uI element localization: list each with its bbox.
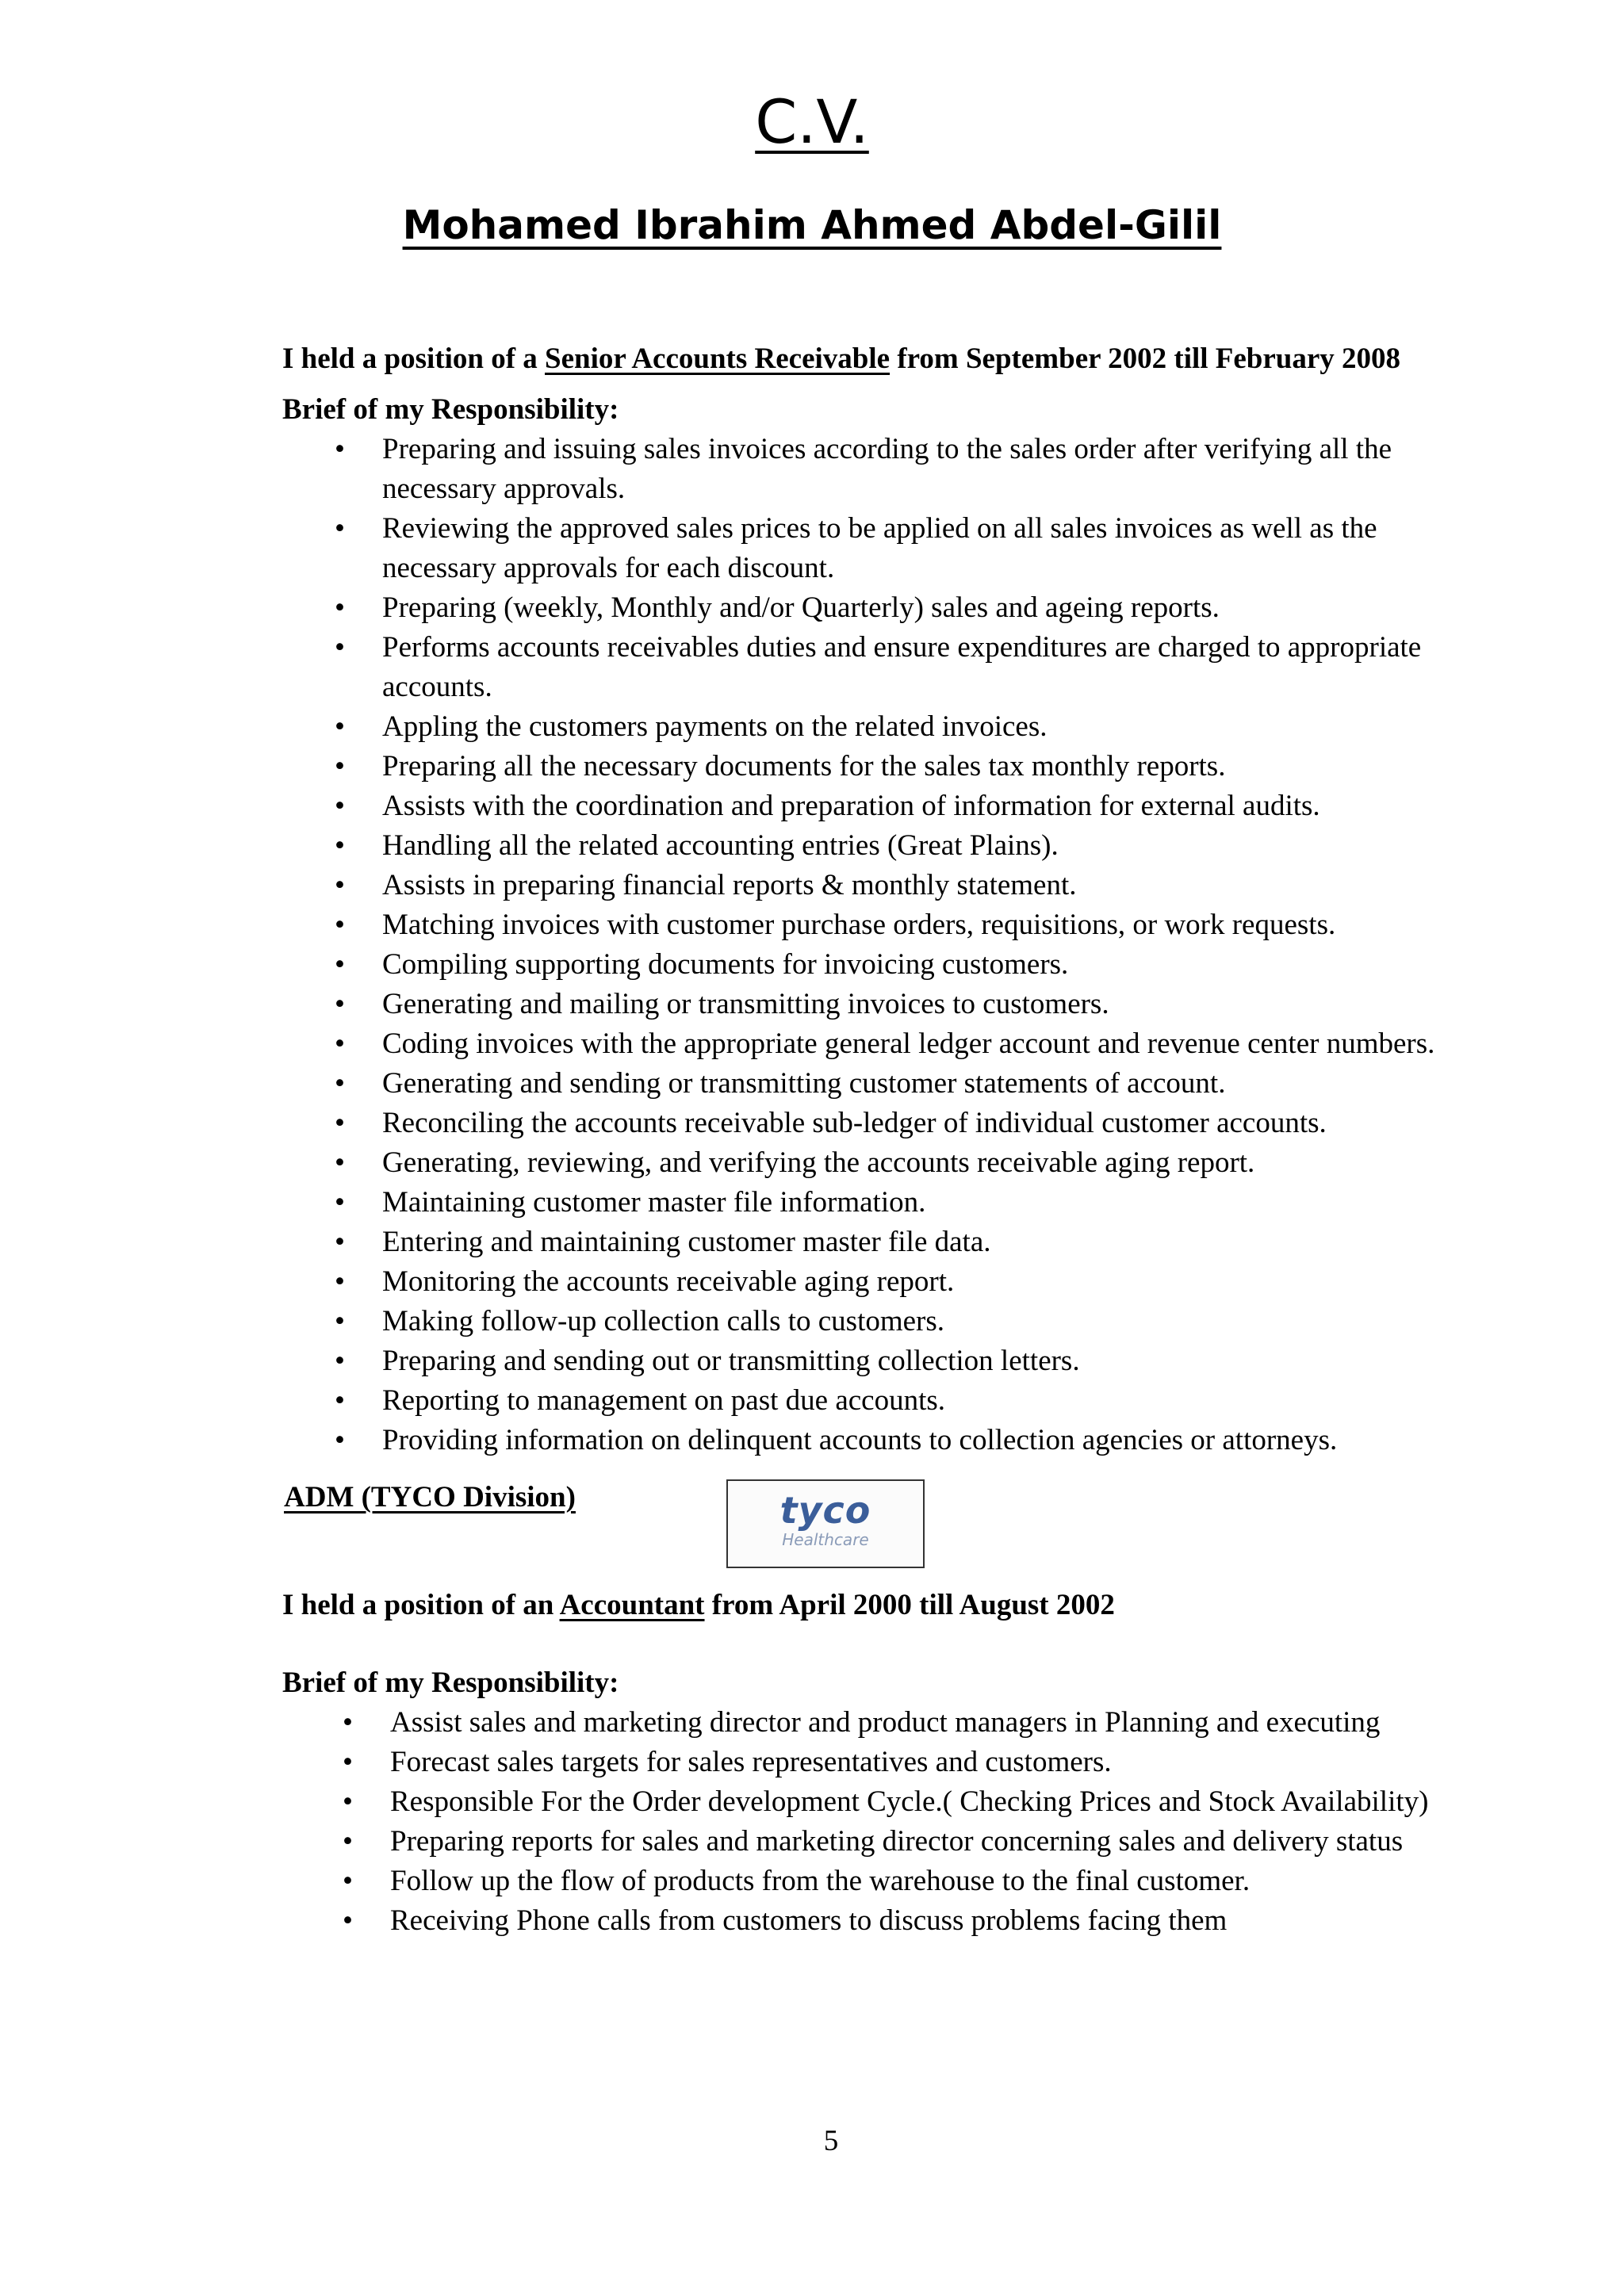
job1-position-statement bbox=[282, 339, 1492, 379]
bullet-icon: • bbox=[343, 1904, 353, 1937]
bullet-icon: • bbox=[335, 750, 345, 783]
list-item bbox=[282, 1782, 1492, 1822]
list-item-text: Preparing and issuing sales invoices according to the sales order after verifying all the necessary approvals. bbox=[382, 433, 1392, 505]
list-item bbox=[282, 1703, 1492, 1743]
page-number: 5 bbox=[823, 2125, 839, 2157]
list-item-text: Preparing (weekly, Monthly and/or Quarterly) sales and ageing reports. bbox=[382, 591, 1220, 624]
bullet-icon: • bbox=[335, 631, 345, 664]
list-item bbox=[282, 985, 1492, 1024]
list-item bbox=[282, 1381, 1492, 1421]
list-item-text: Assists with the coordination and preparation of information for external audits. bbox=[382, 790, 1320, 822]
list-item-text: Compiling supporting documents for invoicing customers. bbox=[382, 948, 1069, 981]
list-item-text: Appling the customers payments on the related invoices. bbox=[382, 710, 1048, 743]
job1-prefix: I held a position of a bbox=[282, 342, 546, 375]
list-item-text: Coding invoices with the appropriate general ledger account and revenue center numbers. bbox=[382, 1027, 1435, 1060]
bullet-icon: • bbox=[335, 1265, 345, 1298]
job1-position-title: Senior Accounts Receivable bbox=[545, 342, 891, 375]
list-item-text: Reviewing the approved sales prices to be applied on all sales invoices as well as the necessary approvals for each discount. bbox=[382, 512, 1377, 584]
bullet-icon: • bbox=[335, 1067, 345, 1100]
bullet-icon: • bbox=[335, 869, 345, 901]
bullet-icon: • bbox=[335, 433, 345, 465]
list-item bbox=[282, 1143, 1492, 1183]
bullet-icon: • bbox=[335, 1424, 345, 1456]
list-item bbox=[282, 1024, 1492, 1064]
bullet-icon: • bbox=[343, 1865, 353, 1897]
list-item bbox=[282, 509, 1492, 588]
list-item-text: Handling all the related accounting entries (Great Plains). bbox=[382, 829, 1059, 862]
list-item-text: Assist sales and marketing director and product managers in Planning and executing bbox=[390, 1706, 1381, 1739]
bullet-icon: • bbox=[343, 1706, 353, 1739]
logo-subtitle: Healthcare bbox=[782, 1530, 869, 1549]
list-item bbox=[282, 588, 1492, 628]
job2-suffix: from April 2000 till August 2002 bbox=[704, 1589, 1115, 1621]
list-item-text: Preparing all the necessary documents for the sales tax monthly reports. bbox=[382, 750, 1226, 783]
bullet-icon: • bbox=[343, 1825, 353, 1858]
job2-responsibility-list bbox=[282, 1703, 1492, 1941]
bullet-icon: • bbox=[335, 790, 345, 822]
list-item-text: Maintaining customer master file information. bbox=[382, 1186, 926, 1219]
bullet-icon: • bbox=[335, 1107, 345, 1139]
bullet-icon: • bbox=[343, 1785, 353, 1818]
candidate-name-text: Mohamed Ibrahim Ahmed Abdel-Gilil bbox=[402, 202, 1222, 248]
bullet-icon: • bbox=[343, 1746, 353, 1778]
list-item-text: Preparing and sending out or transmitting collection letters. bbox=[382, 1345, 1080, 1377]
bullet-icon: • bbox=[335, 1345, 345, 1377]
list-item-text: Monitoring the accounts receivable aging report. bbox=[382, 1265, 955, 1298]
list-item bbox=[282, 628, 1492, 707]
list-item bbox=[282, 1302, 1492, 1341]
job1-suffix: from September 2002 till February 2008 bbox=[890, 342, 1401, 375]
list-item-text: Matching invoices with customer purchase orders, requisitions, or work requests. bbox=[382, 909, 1336, 941]
list-item-text: Receiving Phone calls from customers to discuss problems facing them bbox=[390, 1904, 1228, 1937]
list-item-text: Forecast sales targets for sales representatives and customers. bbox=[390, 1746, 1112, 1778]
list-item bbox=[282, 1064, 1492, 1104]
list-item-text: Reporting to management on past due accounts. bbox=[382, 1384, 946, 1417]
bullet-icon: • bbox=[335, 988, 345, 1020]
list-item bbox=[282, 786, 1492, 826]
list-item-text: Entering and maintaining customer master file data. bbox=[382, 1226, 991, 1258]
company2-row bbox=[282, 1478, 1492, 1579]
cv-title bbox=[0, 84, 1624, 160]
job1-responsibility-heading: Brief of my Responsibility: bbox=[282, 393, 619, 426]
document-content bbox=[282, 339, 1492, 1941]
list-item bbox=[282, 1822, 1492, 1862]
bullet-icon: • bbox=[335, 909, 345, 941]
list-item bbox=[282, 905, 1492, 945]
list-item bbox=[282, 1341, 1492, 1381]
cv-title-text: C.V. bbox=[755, 86, 869, 157]
list-item bbox=[282, 1421, 1492, 1460]
list-item bbox=[282, 945, 1492, 985]
list-item bbox=[282, 747, 1492, 786]
job2-position-statement bbox=[282, 1586, 1492, 1625]
list-item bbox=[282, 1743, 1492, 1782]
list-item-text: Preparing reports for sales and marketing director concerning sales and delivery status bbox=[390, 1825, 1404, 1858]
company2-name: ADM (TYCO Division) bbox=[284, 1481, 576, 1513]
bullet-icon: • bbox=[335, 948, 345, 981]
list-item bbox=[282, 1223, 1492, 1262]
list-item bbox=[282, 1104, 1492, 1143]
bullet-icon: • bbox=[335, 512, 345, 545]
job2-prefix: I held a position of an bbox=[282, 1589, 560, 1621]
list-item bbox=[282, 707, 1492, 747]
list-item-text: Making follow-up collection calls to customers. bbox=[382, 1305, 945, 1337]
list-item-text: Generating, reviewing, and verifying the accounts receivable aging report. bbox=[382, 1146, 1255, 1179]
logo-wordmark: tyco bbox=[779, 1489, 871, 1532]
bullet-icon: • bbox=[335, 1226, 345, 1258]
list-item bbox=[282, 866, 1492, 905]
bullet-icon: • bbox=[335, 710, 345, 743]
list-item bbox=[282, 1262, 1492, 1302]
list-item-text: Providing information on delinquent accounts to collection agencies or attorneys. bbox=[382, 1424, 1338, 1456]
job2-position-title: Accountant bbox=[559, 1589, 705, 1621]
bullet-icon: • bbox=[335, 1186, 345, 1219]
tyco-healthcare-logo bbox=[726, 1479, 925, 1568]
bullet-icon: • bbox=[335, 1146, 345, 1179]
job1-responsibility-list bbox=[282, 430, 1492, 1460]
bullet-icon: • bbox=[335, 591, 345, 624]
list-item-text: Generating and mailing or transmitting invoices to customers. bbox=[382, 988, 1109, 1020]
list-item bbox=[282, 1183, 1492, 1223]
list-item bbox=[282, 430, 1492, 509]
list-item bbox=[282, 1901, 1492, 1941]
job2-responsibility-heading: Brief of my Responsibility: bbox=[282, 1667, 619, 1699]
list-item-text: Reconciling the accounts receivable sub-ledger of individual customer accounts. bbox=[382, 1107, 1327, 1139]
list-item-text: Follow up the flow of products from the warehouse to the final customer. bbox=[390, 1865, 1251, 1897]
bullet-icon: • bbox=[335, 1305, 345, 1337]
bullet-icon: • bbox=[335, 1027, 345, 1060]
candidate-name bbox=[0, 197, 1624, 254]
list-item-text: Assists in preparing financial reports & monthly statement. bbox=[382, 869, 1077, 901]
list-item-text: Generating and sending or transmitting customer statements of account. bbox=[382, 1067, 1226, 1100]
list-item bbox=[282, 1862, 1492, 1901]
bullet-icon: • bbox=[335, 1384, 345, 1417]
list-item bbox=[282, 826, 1492, 866]
bullet-icon: • bbox=[335, 829, 345, 862]
list-item-text: Performs accounts receivables duties and ensure expenditures are charged to appropriate accounts. bbox=[382, 631, 1422, 703]
list-item-text: Responsible For the Order development Cycle.( Checking Prices and Stock Availability) bbox=[390, 1785, 1429, 1818]
